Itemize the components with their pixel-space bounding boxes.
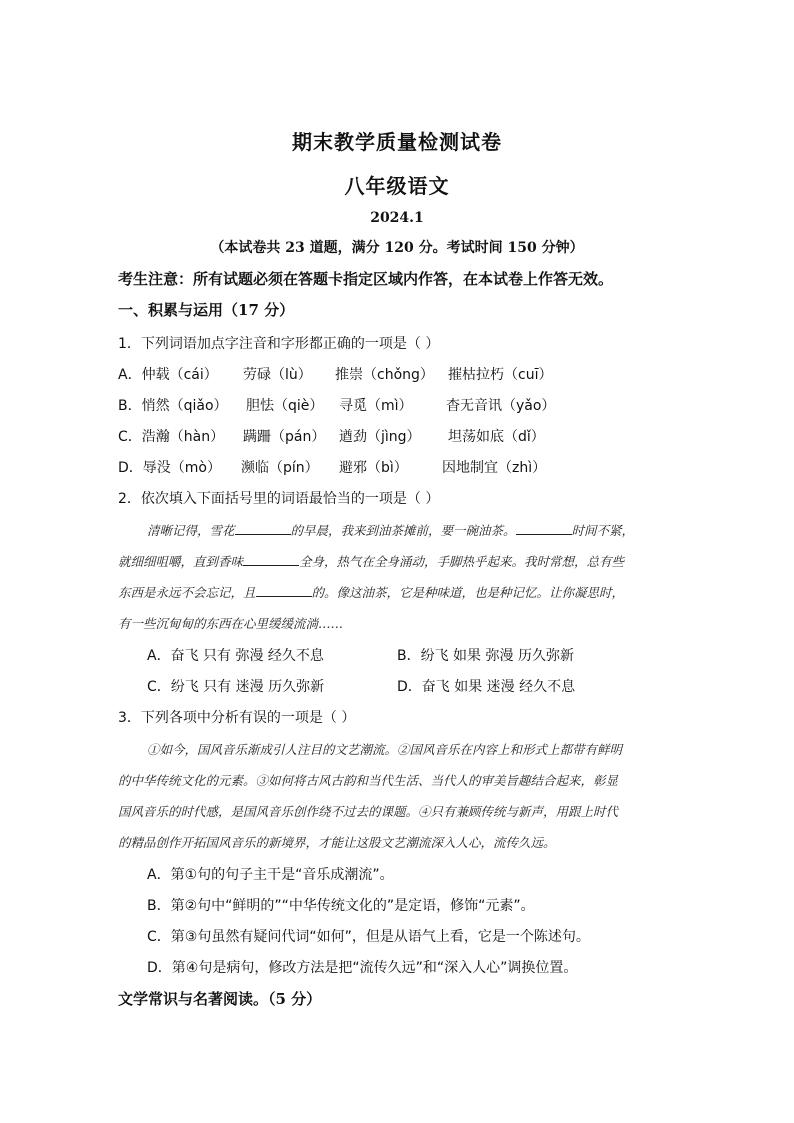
q3-option-b: B．第②句中“鲜明的”“中华传统文化的”是定语，修饰“元素”。: [147, 898, 535, 914]
q1-option-c-1: C．浩瀚（hàn）: [118, 429, 225, 445]
exam-date: 2024.1: [370, 210, 424, 226]
q2-option-d: D．奋飞 如果 迷漫 经久不息: [397, 679, 576, 695]
section2-heading: 文学常识与名著阅读。（5 分）: [118, 990, 322, 1008]
q2-passage-text: 全身，热气在全身涌动，手脚热乎起来。我时常想，总有些: [299, 554, 625, 569]
q2-passage-line-3: [118, 583, 624, 601]
q1-option-c-4: 坦荡如底（dǐ）: [448, 429, 545, 445]
fill-blank-2: [516, 522, 572, 535]
q3-passage-line-1: ①如今，国风音乐渐成引人注目的文艺潮流。②国风音乐在内容上和形式上都带有鲜明: [147, 742, 623, 757]
q2-passage-line-1: [147, 521, 634, 539]
q2-passage-text: 东西是永远不会忘记，且: [118, 585, 256, 600]
q2-option-b: B．纷飞 如果 弥漫 历久弥新: [397, 648, 574, 664]
q2-passage-text: 的早晨，我来到油茶摊前，要一碗油茶。: [290, 523, 516, 538]
q2-passage-text: 就细细咀嚼，直到香味: [118, 554, 244, 569]
q3-option-a: A．第①句的句子主干是“音乐成潮流”。: [147, 867, 394, 883]
q3-passage-line-3: 国风音乐的时代感，是国风音乐创作绕不过去的课题。④只有兼顾传统与新声，用跟上时代: [118, 804, 619, 819]
q3-passage-line-4: 的精品创作开拓国风音乐的新境界，才能让这股文艺潮流深入人心，流传久远。: [118, 835, 556, 850]
q1-option-b-1: B．悄然（qiǎo）: [118, 398, 228, 414]
q1-option-d-2: 濒临（pín）: [241, 460, 319, 476]
exam-subtitle: 八年级语文: [344, 174, 450, 198]
q1-option-a-4: 摧枯拉朽（cuī）: [448, 367, 553, 383]
exam-notice: 考生注意：所有试题必须在答题卡指定区域内作答，在本试卷上作答无效。: [118, 270, 614, 288]
q3-stem: 3．下列各项中分析有误的一项是（ ）: [118, 710, 356, 726]
q2-passage-text: 的。像这油茶，它是种味道，也是种记忆。让你凝思时，: [311, 585, 625, 600]
q1-option-a-3: 推崇（chǒng）: [335, 367, 434, 383]
q1-option-d-4: 因地制宜（zhì）: [442, 460, 547, 476]
exam-info: （本试卷共 23 道题，满分 120 分。考试时间 150 分钟）: [210, 240, 584, 256]
q2-option-c: C．纷飞 只有 迷漫 历久弥新: [147, 679, 325, 695]
q2-passage-line-2: [118, 552, 624, 570]
q1-option-a-2: 劳碌（lù）: [243, 367, 312, 383]
q1-option-b-3: 寻觅（mì）: [339, 398, 413, 414]
q2-passage-text: 时间不紧，: [571, 523, 635, 538]
q1-option-b-2: 胆怯（qiè）: [246, 398, 324, 414]
q3-option-c: C．第③句虽然有疑问代词“如何”，但是从语气上看，它是一个陈述句。: [147, 929, 590, 945]
q3-option-d: D．第④句是病句，修改方法是把“流传久远”和“深入人心”调换位置。: [147, 960, 578, 976]
q1-option-d-1: D．辱没（mò）: [118, 460, 221, 476]
q2-option-a: A．奋飞 只有 弥漫 经久不息: [147, 648, 324, 664]
q3-passage-line-2: 的中华传统文化的元素。③如何将古风古韵和当代生活、当代人的审美旨趣结合起来，彰显: [118, 773, 619, 788]
q1-option-b-4: 杳无音讯（yǎo）: [446, 398, 556, 414]
q1-option-a-1: A．仲载（cái）: [118, 367, 218, 383]
fill-blank-3: [243, 553, 299, 566]
q2-passage-line-4: 有一些沉甸甸的东西在心里缓缓流淌……: [118, 616, 344, 631]
q2-passage-text: 清晰记得，雪花: [147, 523, 235, 538]
section1-heading: 一、积累与运用（17 分）: [118, 301, 295, 319]
q2-stem: 2．依次填入下面括号里的词语最恰当的一项是（ ）: [118, 491, 440, 507]
q1-option-d-3: 避邪（bì）: [339, 460, 408, 476]
q1-stem: 1．下列词语加点字注音和字形都正确的一项是（ ）: [118, 336, 440, 352]
fill-blank-1: [235, 522, 291, 535]
exam-title: 期末教学质量检测试卷: [292, 130, 502, 154]
q1-option-c-2: 蹒跚（pán）: [243, 429, 326, 445]
q1-option-c-3: 遒劲（jìng）: [339, 429, 421, 445]
fill-blank-4: [256, 584, 312, 597]
